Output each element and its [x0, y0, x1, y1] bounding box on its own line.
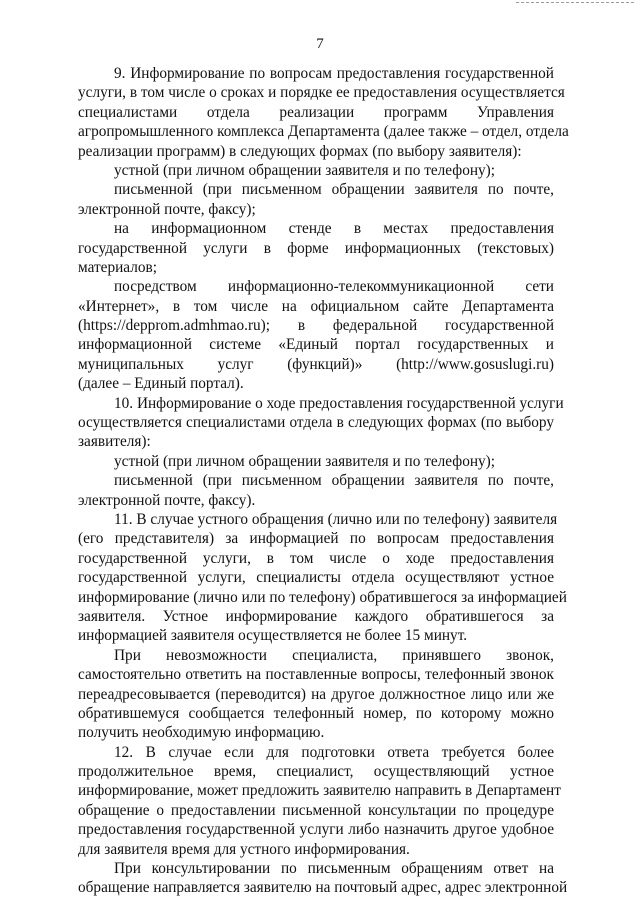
text-line: 12. В случае если для подготовки ответа требуется более	[114, 743, 554, 761]
text-line: электронной почте, факсу);	[78, 200, 256, 218]
text-line: посредством информационно-телекоммуникационной сети	[114, 278, 554, 296]
text-line: обращение о предоставлении письменной консультации по процедуре	[78, 801, 554, 819]
text-line: для заявителя время для устного информирования.	[78, 840, 410, 858]
text-line: заявителя):	[78, 433, 151, 451]
text-line: обратившемуся сообщается телефонный номер, по которому можно	[78, 704, 554, 722]
text-line: информацией заявителя осуществляется не более 15 минут.	[78, 627, 468, 645]
text-line: устной (при личном обращении заявителя и по телефону);	[114, 452, 496, 470]
text-line: электронной почте, факсу).	[78, 491, 256, 509]
text-line: заявителя. Устное информирование каждого обратившегося за	[78, 607, 554, 625]
text-line: получить необходимую информацию.	[78, 724, 325, 742]
text-line: При консультировании по письменным обращениям ответ на	[114, 860, 554, 878]
text-line: на информационном стенде в местах предоставления	[114, 220, 554, 238]
document-body	[78, 64, 569, 898]
text-line: агропромышленного комплекса Департамента (далее также – отдел, отдела	[78, 123, 569, 141]
text-line: устной (при личном обращении заявителя и по телефону);	[114, 161, 496, 179]
text-line: переадресовывается (переводится) на другое должностное лицо или же	[78, 685, 554, 703]
text-line: 9. Информирование по вопросам предоставления государственной	[114, 65, 554, 82]
text-line: материалов;	[78, 258, 157, 276]
text-line: государственной услуги, специалисты отдела осуществляют устное	[78, 569, 554, 587]
page-number: 7	[316, 36, 324, 52]
text-line: продолжительное время, специалист, осуществляющий устное	[78, 763, 554, 781]
text-line: обращение направляется заявителю на почтовый адрес, адрес электронной	[78, 879, 568, 897]
text-line: «Интернет», в том числе на официальном сайте Департамента	[78, 297, 554, 315]
text-line: При невозможности специалиста, принявшего звонок,	[114, 646, 554, 664]
text-line: информирование, может предложить заявителю направить в Департамент	[78, 782, 561, 800]
text-line: осуществляется специалистами отдела в следующих формах (по выбору	[78, 414, 554, 432]
text-line: реализации программ) в следующих формах (по выбору заявителя):	[78, 142, 522, 160]
text-line: (https://depprom.admhmao.ru); в федеральной государственной	[78, 317, 554, 335]
text-line: информирование (лично или по телефону) обратившегося за информацией	[78, 588, 567, 606]
text-line: информационной системе «Единый портал государственных и	[78, 336, 554, 354]
text-line: муниципальных услуг (функций)» (http://www.gosuslugi.ru)	[78, 355, 554, 373]
text-line: (далее – Единый портал).	[78, 375, 244, 393]
text-line: 11. В случае устного обращения (лично или по телефону) заявителя	[114, 510, 558, 528]
text-line: самостоятельно ответить на поставленные вопросы, телефонный звонок	[78, 666, 554, 684]
text-line: государственной услуги в форме информационных (текстовых)	[78, 239, 554, 257]
text-line: письменной (при письменном обращении заявителя по почте,	[114, 472, 554, 490]
text-line: письменной (при письменном обращении заявителя по почте,	[114, 181, 554, 199]
text-line: государственной услуги, в том числе о ходе предоставления	[78, 549, 554, 567]
text-line: предоставления государственной услуги либо назначить другое удобное	[78, 821, 554, 839]
text-line: (его представителя) за информацией по вопросам предоставления	[78, 530, 554, 548]
text-line: услуги, в том числе о сроках и порядке ее предоставления осуществляется	[78, 84, 565, 102]
text-line: специалистами отдела реализации программ Управления	[78, 103, 554, 121]
text-line: 10. Информирование о ходе предоставления государственной услуги	[114, 394, 564, 412]
top-edge-rule	[516, 2, 634, 3]
